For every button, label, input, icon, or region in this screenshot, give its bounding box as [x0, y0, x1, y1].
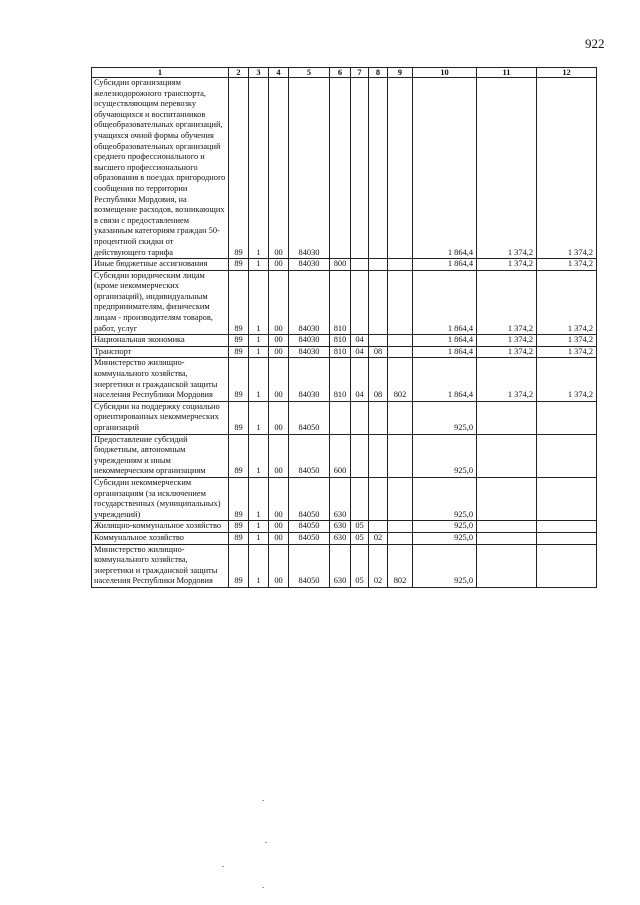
row-value-cell: 810	[330, 270, 351, 335]
table-body	[92, 78, 597, 588]
row-value-cell: 925,0	[413, 521, 477, 533]
row-value-cell: 89	[229, 78, 249, 259]
row-value-cell: 89	[229, 346, 249, 358]
row-value-cell: 1	[249, 346, 269, 358]
row-value-cell	[477, 521, 537, 533]
row-value-cell: 84050	[289, 434, 330, 477]
table-row	[92, 434, 597, 477]
row-value-cell: 84030	[289, 335, 330, 347]
row-name-cell: Иные бюджетные ассигнования	[92, 259, 229, 271]
row-name-cell: Субсидии организациям железнодорожного транспорта, осуществляющим перевозку обучающихся и воспитанников общеобразовательных организаций, учащихся очной формы обучения общеобразовательных организаций среднего профессионального и высшего профессионального образования в поездах пригородного сообщения по территории Республики Мордовия, на возмещение расходов, возникающих в связи с предоставлением указанным категориям граждан 50-процентной скидки от действующего тарифа	[92, 78, 229, 259]
row-value-cell: 89	[229, 259, 249, 271]
row-value-cell: 02	[369, 532, 388, 544]
row-value-cell: 800	[330, 259, 351, 271]
table-row	[92, 259, 597, 271]
table-row	[92, 335, 597, 347]
header-cell: 3	[249, 68, 269, 78]
row-name-cell: Министерство жилищно-коммунального хозяйства, энергетики и гражданской защиты населения Республики Мордовия	[92, 358, 229, 401]
row-value-cell	[388, 532, 413, 544]
row-value-cell: 00	[269, 434, 289, 477]
row-value-cell: 84050	[289, 544, 330, 587]
row-value-cell: 802	[388, 544, 413, 587]
row-value-cell: 89	[229, 434, 249, 477]
table-row	[92, 521, 597, 533]
row-value-cell: 630	[330, 544, 351, 587]
row-value-cell	[388, 335, 413, 347]
row-value-cell: 00	[269, 544, 289, 587]
row-value-cell: 08	[369, 358, 388, 401]
row-value-cell	[388, 270, 413, 335]
header-cell: 7	[351, 68, 369, 78]
row-value-cell: 84050	[289, 401, 330, 434]
row-value-cell: 05	[351, 521, 369, 533]
row-value-cell: 89	[229, 532, 249, 544]
row-value-cell	[537, 401, 597, 434]
row-value-cell: 02	[369, 544, 388, 587]
row-value-cell	[537, 521, 597, 533]
row-value-cell: 84030	[289, 270, 330, 335]
row-value-cell: 00	[269, 335, 289, 347]
row-name-cell: Национальная экономика	[92, 335, 229, 347]
row-value-cell: 1	[249, 477, 269, 520]
row-value-cell: 1 374,2	[477, 346, 537, 358]
row-value-cell: 802	[388, 358, 413, 401]
row-value-cell: 84050	[289, 532, 330, 544]
row-value-cell: 1	[249, 434, 269, 477]
row-value-cell: 1 864,4	[413, 335, 477, 347]
row-value-cell: 1 374,2	[477, 259, 537, 271]
row-value-cell	[388, 434, 413, 477]
table-row	[92, 401, 597, 434]
row-name-cell: Жилищно-коммунальное хозяйство	[92, 521, 229, 533]
row-value-cell: 04	[351, 358, 369, 401]
row-value-cell	[351, 270, 369, 335]
row-value-cell: 810	[330, 358, 351, 401]
row-value-cell: 925,0	[413, 434, 477, 477]
row-value-cell: 00	[269, 401, 289, 434]
row-value-cell: 1 374,2	[477, 270, 537, 335]
row-value-cell: 1	[249, 259, 269, 271]
budget-table	[91, 67, 597, 588]
row-value-cell: 1	[249, 335, 269, 347]
row-name-cell: Субсидии некоммерческим организациям (за исключением государственных (муниципальных) учреждений)	[92, 477, 229, 520]
row-value-cell: 1	[249, 270, 269, 335]
row-value-cell: 1	[249, 521, 269, 533]
row-value-cell	[388, 401, 413, 434]
row-value-cell: 630	[330, 477, 351, 520]
row-value-cell	[351, 477, 369, 520]
row-value-cell: 89	[229, 358, 249, 401]
row-value-cell	[369, 259, 388, 271]
row-value-cell	[369, 521, 388, 533]
row-value-cell: 1	[249, 78, 269, 259]
row-value-cell: 1	[249, 532, 269, 544]
row-value-cell	[351, 434, 369, 477]
row-value-cell	[537, 544, 597, 587]
row-value-cell: 1 374,2	[477, 78, 537, 259]
row-value-cell	[388, 78, 413, 259]
scan-speck	[265, 842, 267, 843]
row-value-cell: 05	[351, 532, 369, 544]
row-value-cell: 925,0	[413, 401, 477, 434]
header-cell: 10	[413, 68, 477, 78]
row-value-cell: 08	[369, 346, 388, 358]
row-value-cell: 1 374,2	[537, 335, 597, 347]
row-value-cell: 00	[269, 259, 289, 271]
row-value-cell	[369, 78, 388, 259]
row-value-cell: 1	[249, 358, 269, 401]
row-value-cell: 84030	[289, 259, 330, 271]
row-value-cell: 1 864,4	[413, 270, 477, 335]
row-value-cell: 1 374,2	[537, 259, 597, 271]
row-value-cell: 89	[229, 335, 249, 347]
row-value-cell: 1 864,4	[413, 346, 477, 358]
header-cell: 6	[330, 68, 351, 78]
row-value-cell: 84050	[289, 521, 330, 533]
table-row	[92, 270, 597, 335]
row-value-cell	[477, 477, 537, 520]
row-value-cell	[351, 401, 369, 434]
table-row	[92, 346, 597, 358]
header-cell: 11	[477, 68, 537, 78]
row-value-cell: 89	[229, 270, 249, 335]
row-value-cell	[477, 532, 537, 544]
row-value-cell	[388, 259, 413, 271]
row-name-cell: Субсидии юридическим лицам (кроме некоммерческих организаций), индивидуальным предпринимателям, физическим лицам - производителям товаров, работ, услуг	[92, 270, 229, 335]
row-value-cell: 00	[269, 270, 289, 335]
row-value-cell: 1 374,2	[537, 270, 597, 335]
row-name-cell: Субсидии на поддержку социально ориентированных некоммерческих организаций	[92, 401, 229, 434]
row-value-cell: 1 374,2	[537, 358, 597, 401]
row-value-cell: 89	[229, 477, 249, 520]
scan-speck	[262, 800, 264, 801]
row-value-cell: 84030	[289, 78, 330, 259]
row-value-cell: 1 374,2	[537, 78, 597, 259]
header-cell: 9	[388, 68, 413, 78]
row-value-cell: 00	[269, 78, 289, 259]
scan-speck	[262, 887, 264, 888]
row-value-cell	[351, 259, 369, 271]
header-cell: 2	[229, 68, 249, 78]
row-value-cell: 600	[330, 434, 351, 477]
row-value-cell	[330, 401, 351, 434]
row-value-cell: 630	[330, 532, 351, 544]
row-name-cell: Предоставление субсидий бюджетным, автономным учреждениям и иным некоммерческим организациям	[92, 434, 229, 477]
table-row	[92, 78, 597, 259]
header-row	[92, 68, 597, 78]
row-value-cell: 630	[330, 521, 351, 533]
row-value-cell	[537, 434, 597, 477]
row-value-cell	[330, 78, 351, 259]
row-value-cell	[388, 477, 413, 520]
row-value-cell: 1	[249, 544, 269, 587]
row-value-cell: 84050	[289, 477, 330, 520]
table-row	[92, 358, 597, 401]
row-name-cell: Транспорт	[92, 346, 229, 358]
row-value-cell: 1 374,2	[477, 358, 537, 401]
header-cell: 1	[92, 68, 229, 78]
row-value-cell: 05	[351, 544, 369, 587]
row-value-cell	[369, 434, 388, 477]
scan-speck	[222, 866, 224, 867]
row-value-cell: 00	[269, 346, 289, 358]
row-value-cell: 925,0	[413, 477, 477, 520]
row-value-cell: 89	[229, 544, 249, 587]
row-value-cell: 810	[330, 335, 351, 347]
row-name-cell: Министерство жилищно-коммунального хозяйства, энергетики и гражданской защиты населения Республики Мордовия	[92, 544, 229, 587]
table-row	[92, 477, 597, 520]
row-value-cell	[477, 401, 537, 434]
row-value-cell: 1 864,4	[413, 78, 477, 259]
row-value-cell	[388, 521, 413, 533]
row-value-cell: 04	[351, 335, 369, 347]
row-value-cell	[369, 335, 388, 347]
row-value-cell	[369, 477, 388, 520]
row-value-cell: 1 864,4	[413, 358, 477, 401]
row-value-cell: 04	[351, 346, 369, 358]
row-value-cell: 925,0	[413, 532, 477, 544]
header-cell: 8	[369, 68, 388, 78]
row-value-cell: 1 864,4	[413, 259, 477, 271]
row-value-cell	[388, 346, 413, 358]
row-value-cell	[369, 270, 388, 335]
page-number: 922	[585, 36, 605, 51]
row-value-cell: 810	[330, 346, 351, 358]
table-row	[92, 532, 597, 544]
row-value-cell: 1 374,2	[537, 346, 597, 358]
header-cell: 5	[289, 68, 330, 78]
row-value-cell: 00	[269, 477, 289, 520]
table-row	[92, 544, 597, 587]
row-value-cell: 925,0	[413, 544, 477, 587]
row-value-cell	[477, 544, 537, 587]
row-value-cell	[369, 401, 388, 434]
row-value-cell	[537, 477, 597, 520]
row-value-cell: 89	[229, 521, 249, 533]
row-value-cell	[537, 532, 597, 544]
row-value-cell: 00	[269, 532, 289, 544]
row-value-cell: 00	[269, 358, 289, 401]
row-value-cell: 00	[269, 521, 289, 533]
row-value-cell	[351, 78, 369, 259]
header-cell: 12	[537, 68, 597, 78]
row-value-cell: 1	[249, 401, 269, 434]
row-value-cell: 84030	[289, 346, 330, 358]
header-cell: 4	[269, 68, 289, 78]
row-value-cell: 89	[229, 401, 249, 434]
row-value-cell	[477, 434, 537, 477]
row-value-cell: 1 374,2	[477, 335, 537, 347]
row-name-cell: Коммунальное хозяйство	[92, 532, 229, 544]
row-value-cell: 84030	[289, 358, 330, 401]
